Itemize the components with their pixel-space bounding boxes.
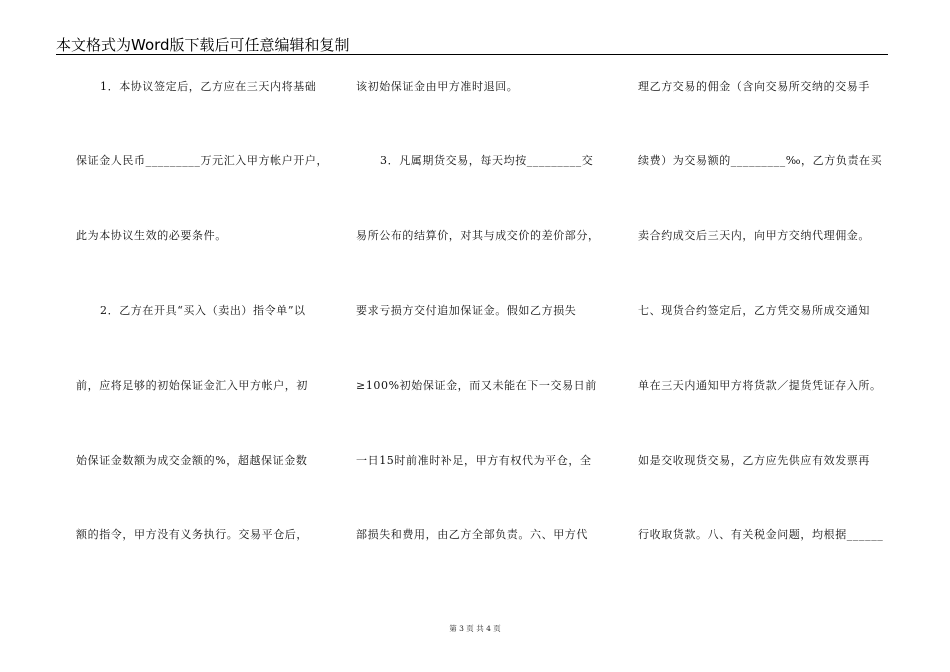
text-line: 行收取货款。八、有关税金问题，均根据______ (638, 528, 884, 541)
text-line: 前，应将足够的初始保证金汇入甲方帐户，初 (76, 379, 308, 392)
header-rule (56, 54, 888, 55)
text-line: 2．乙方在开具“买入（卖出）指令单”以 (100, 304, 306, 317)
text-line: 如是交收现货交易，乙方应先供应有效发票再 (638, 454, 870, 467)
text-line: 3．凡属期货交易，每天均按_________交 (380, 154, 594, 167)
text-line: 额的指令，甲方没有义务执行。交易平仓后， (76, 528, 308, 541)
text-line: 易所公布的结算价，对其与成交价的差价部分， (356, 229, 600, 242)
text-line: ≥100%初始保证金，而又未能在下一交易日前 (356, 379, 597, 392)
text-line: 理乙方交易的佣金（含向交易所交纳的交易手 (638, 80, 870, 93)
text-line: 始保证金数额为成交金额的%，超越保证金数 (76, 454, 308, 467)
text-line: 单在三天内通知甲方将货款／提货凭证存入所。 (638, 379, 882, 392)
text-line: 一日15时前准时补足，甲方有权代为平仓，全 (356, 454, 592, 467)
text-line: 续费）为交易额的_________‰，乙方负责在买 (638, 154, 883, 167)
text-line: 保证金人民币_________万元汇入甲方帐户开户， (76, 154, 329, 167)
text-line: 七、现货合约签定后，乙方凭交易所成交通知 (638, 304, 870, 317)
text-line: 1．本协议签定后，乙方应在三天内将基础 (100, 80, 317, 93)
text-line: 该初始保证金由甲方准时退回。 (356, 80, 519, 93)
text-line: 要求亏损方交付追加保证金。假如乙方损失 (356, 304, 577, 317)
text-line: 卖合约成交后三天内，向甲方交纳代理佣金。 (638, 229, 870, 242)
text-line: 此为本协议生效的必要条件。 (76, 229, 227, 242)
document-header: 本文格式为Word版下载后可任意编辑和复制 (56, 36, 350, 54)
page-number: 第 3 页 共 4 页 (449, 624, 501, 633)
text-line: 部损失和费用，由乙方全部负责。六、甲方代 (356, 528, 588, 541)
